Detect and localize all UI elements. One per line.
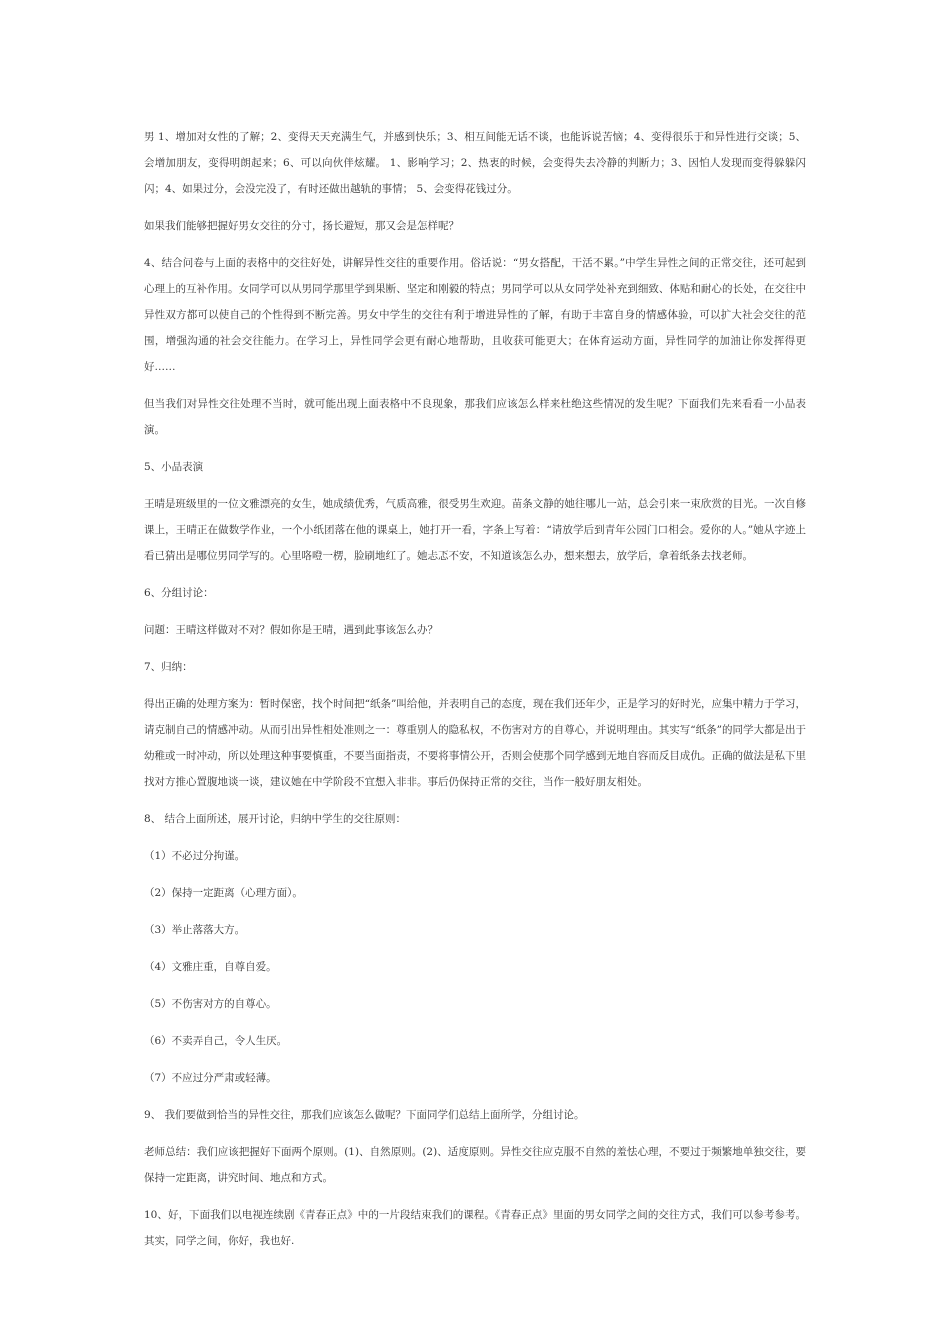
principle-item-6: （6）不卖弄自己，令人生厌。 — [144, 1035, 288, 1047]
paragraph-step-9: 9、 我们要做到恰当的异性交往，那我们应该怎么做呢？下面同学们总结上面所学，分组讨论。 — [144, 1109, 585, 1121]
principle-item-7: （7）不应过分严肃或轻薄。 — [144, 1072, 277, 1084]
principle-item-3: （3）举止落落大方。 — [144, 924, 246, 936]
principle-item-2: （2）保持一定距离（心理方面）。 — [144, 887, 303, 899]
principle-item-5: （5）不伤害对方的自尊心。 — [144, 998, 277, 1010]
heading-step-8: 8、 结合上面所述，展开讨论，归纳中学生的交往原则： — [144, 813, 407, 825]
document-body — [144, 124, 806, 1265]
heading-step-5: 5、小品表演 — [144, 461, 204, 473]
principle-item-1: （1）不必过分拘谨。 — [144, 850, 246, 862]
paragraph-summary: 得出正确的处理方案为：暂时保密，找个时间把“纸条”叫给他，并表明自己的态度，现在我们还年少，正是学习的好时光，应集中精力于学习，请克制自己的情感冲动。从而引出异性相处准则之一：尊重别人的隐私权，不伤害对方的自尊心，并说明理由。其实写“纸条”的同学大都是出于幼稚或一时冲动，所以处理这种事要慎重，不要当面指责，不要将事情公开，否则会使那个同学感到无地自容而反目成仇。正确的做法是私下里找对方推心置腹地谈一谈，建议她在中学阶段不宜想入非非。事后仍保持正常的交往，当作一般好朋友相处。 — [144, 698, 806, 788]
heading-step-7: 7、归纳： — [144, 661, 193, 673]
paragraph-discussion-question: 问题：王晴这样做对不对？假如你是王晴，遇到此事该怎么办？ — [144, 624, 438, 636]
paragraph-step-10: 10、好，下面我们以电视连续剧《青春正点》中的一片段结束我们的课程。《青春正点》里面的男女同学之间的交往方式，我们可以参考参考。其实，同学之间，你好，我也好. — [144, 1209, 806, 1247]
paragraph-step-4: 4、结合问卷与上面的表格中的交往好处，讲解异性交往的重要作用。俗话说：“男女搭配，干活不累。”中学生异性之间的正常交往，还可起到心理上的互补作用。女同学可以从男同学那里学到果断、坚定和刚毅的特点；男同学可以从女同学处补充到细致、体贴和耐心的长处，在交往中异性双方都可以使自己的个性得到不断完善。男女中学生的交往有利于增进异性的了解，有助于丰富自身的情感体验，可以扩大社会交往的范围，增强沟通的社会交往能力。在学习上，异性同学会更有耐心地帮助，且收获可能更大；在体育运动方面，异性同学的加油让你发挥得更好…… — [144, 257, 806, 373]
paragraph-teacher-summary: 老师总结：我们应该把握好下面两个原则。(1)、自然原则。(2)、适度原则。异性交往应克服不自然的羞怯心理，不要过于频繁地单独交往，要保持一定距离，讲究时间、地点和方式。 — [144, 1146, 806, 1184]
paragraph-effects-list: 男 1、增加对女性的了解；2、变得天天充满生气，并感到快乐；3、相互间能无话不谈，也能诉说苦恼；4、变得很乐于和异性进行交谈；5、会增加朋友，变得明朗起来；6、可以向伙伴炫耀。 1、影响学习；2、热衷的时候，会变得失去冷静的判断力；3、因怕人发现而变得躲躲闪闪；4、如果过分，会没完没了，有时还做出越轨的事情； 5、会变得花钱过分。 — [144, 131, 806, 195]
paragraph-question: 如果我们能够把握好男女交往的分寸，扬长避短，那又会是怎样呢？ — [144, 220, 459, 232]
paragraph-skit: 王晴是班级里的一位文雅漂亮的女生，她成绩优秀，气质高雅，很受男生欢迎。苗条文静的她往哪儿一站，总会引来一束欣赏的目光。一次自修课上，王晴正在做数学作业，一个小纸团落在他的课桌上，她打开一看，字条上写着：“请放学后到青年公园门口相会。爱你的人。”她从字迹上看已猜出是哪位男同学写的。心里咯噔一楞，脸刷地红了。她忐忑不安，不知道该怎么办，想来想去，放学后，拿着纸条去找老师。 — [144, 498, 806, 562]
heading-step-6: 6、分组讨论： — [144, 587, 214, 599]
principle-item-4: （4）文雅庄重，自尊自爱。 — [144, 961, 277, 973]
paragraph-transition: 但当我们对异性交往处理不当时，就可能出现上面表格中不良现象，那我们应该怎么样来杜绝这些情况的发生呢？下面我们先来看看一小品表演。 — [144, 398, 806, 436]
